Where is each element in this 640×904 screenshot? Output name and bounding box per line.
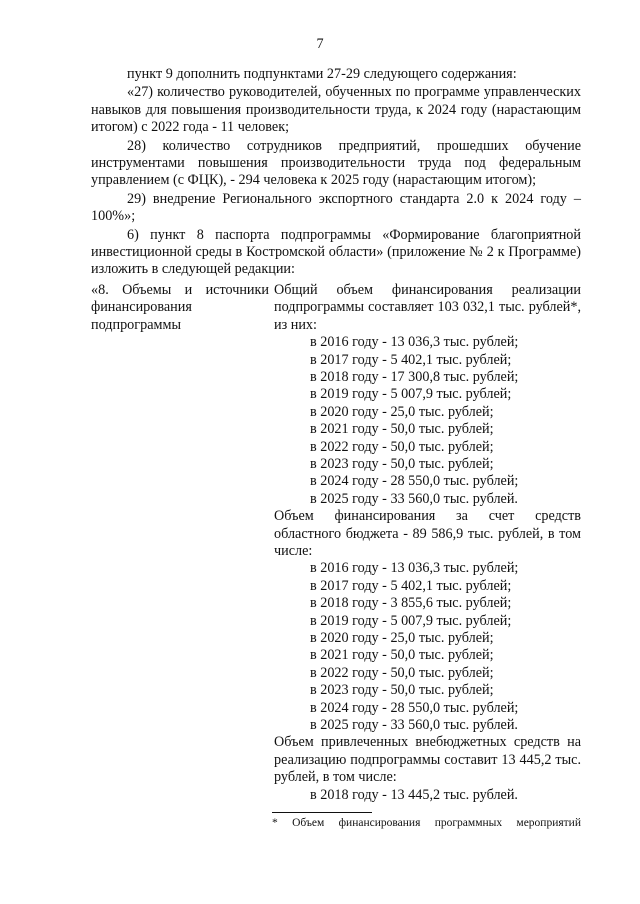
- year-line: в 2018 году - 3 855,6 тыс. рублей;: [310, 595, 512, 612]
- total-funding-text: Общий объем финансирования реализации подпрограммы составляет 103 032,1 тыс. рублей*, из них:: [274, 281, 581, 333]
- section-8-block: [91, 282, 581, 804]
- section-8-label-line: финансирования: [91, 299, 192, 316]
- footnote-separator: [272, 812, 372, 813]
- year-line: в 2023 году - 50,0 тыс. рублей;: [310, 682, 494, 699]
- paragraph-item-28: 28) количество сотрудников предприятий, прошедших обучение инструментами повышения производительности труда под федеральным управлением (с ФЦК), - 294 человека к 2025 году (нарастающим итогом);: [91, 137, 581, 189]
- year-line: в 2022 году - 50,0 тыс. рублей;: [310, 664, 494, 681]
- section-8-label: [91, 282, 269, 334]
- year-line: в 2022 году - 50,0 тыс. рублей;: [310, 438, 494, 455]
- year-line: в 2024 году - 28 550,0 тыс. рублей;: [310, 473, 519, 490]
- year-line: в 2016 году - 13 036,3 тыс. рублей;: [310, 560, 519, 577]
- extra-years-list: [274, 787, 581, 804]
- year-line: в 2017 году - 5 402,1 тыс. рублей;: [310, 351, 512, 368]
- paragraph-item-29: 29) внедрение Регионального экспортного стандарта 2.0 к 2024 году – 100%»;: [91, 190, 581, 225]
- year-line: в 2021 году - 50,0 тыс. рублей;: [310, 421, 494, 438]
- year-line: в 2024 году - 28 550,0 тыс. рублей;: [310, 699, 519, 716]
- section-8-label-line: подпрограммы: [91, 316, 181, 333]
- year-line: в 2020 году - 25,0 тыс. рублей;: [310, 630, 494, 646]
- regional-years-list: [274, 560, 581, 734]
- year-line: в 2019 году - 5 007,9 тыс. рублей;: [310, 612, 512, 629]
- document-body: [91, 66, 581, 804]
- year-line: в 2018 году - 13 445,2 тыс. рублей.: [310, 786, 518, 803]
- paragraph-intro: пункт 9 дополнить подпунктами 27-29 следующего содержания:: [127, 66, 517, 82]
- page-number: 7: [316, 36, 324, 52]
- section-8-label-line: «8. Объемы и источники: [91, 281, 269, 298]
- year-line: в 2019 году - 5 007,9 тыс. рублей;: [310, 386, 512, 403]
- regional-funding-text: Объем финансирования за счет средств областного бюджета - 89 586,9 тыс. рублей, в том числе:: [274, 508, 581, 559]
- extra-funding-text: Объем привлеченных внебюджетных средств на реализацию подпрограммы составит 13 445,2 тыс. рублей, в том числе:: [274, 734, 581, 786]
- year-line: в 2025 году - 33 560,0 тыс. рублей.: [310, 490, 518, 507]
- year-line: в 2016 году - 13 036,3 тыс. рублей;: [310, 334, 519, 351]
- paragraph-item-6: 6) пункт 8 паспорта подпрограммы «Формирование благоприятной инвестиционной среды в Костромской области» (приложение № 2 к Программе) изложить в следующей редакции:: [91, 226, 581, 278]
- year-line: в 2021 году - 50,0 тыс. рублей;: [310, 647, 494, 664]
- year-line: в 2025 году - 33 560,0 тыс. рублей.: [310, 717, 518, 734]
- year-line: в 2020 году - 25,0 тыс. рублей;: [310, 403, 494, 420]
- year-line: в 2017 году - 5 402,1 тыс. рублей;: [310, 577, 512, 594]
- footnote: * Объем финансирования программных мероприятий: [272, 817, 581, 829]
- year-line: в 2023 году - 50,0 тыс. рублей;: [310, 455, 494, 472]
- total-years-list: [274, 334, 581, 508]
- paragraph-item-27: «27) количество руководителей, обученных по программе управленческих навыков для повышения производительности труда, к 2024 году (нарастающим итогом) с 2022 года - 11 человек;: [91, 84, 581, 136]
- section-8-content: [274, 282, 581, 804]
- year-line: в 2018 году - 17 300,8 тыс. рублей;: [310, 368, 519, 385]
